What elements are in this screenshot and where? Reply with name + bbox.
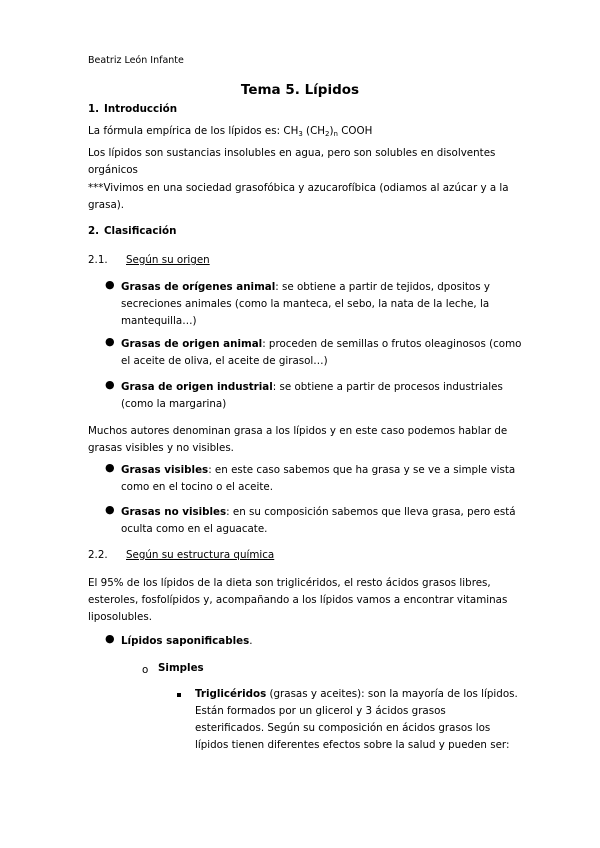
visible-item-2-line-1: Grasas no visibles: en su composición sabemos que lleva grasa, pero está bbox=[121, 506, 516, 518]
subsection-2-1-heading bbox=[88, 252, 210, 269]
circle-bullet-icon: o bbox=[142, 664, 149, 676]
intro-paragraph-line-2: orgánicos bbox=[88, 164, 138, 176]
page-title: Tema 5. Lípidos bbox=[240, 82, 360, 98]
triglycerides-line-4: lípidos tienen diferentes efectos sobre la salud y pueden ser: bbox=[195, 739, 510, 751]
simple-lipids-item: Simples bbox=[158, 662, 204, 674]
section-1-heading bbox=[88, 101, 177, 118]
triglycerides-line-3: esterificados. Según su composición en ácidos grasos los bbox=[195, 722, 491, 734]
formula-line: La fórmula empírica de los lípidos es: $CH_3$ $(CH_2)_n$ COOH bbox=[88, 125, 373, 138]
visible-item-2-line-2: oculta como en el aguacate. bbox=[121, 523, 268, 535]
origin-item-1-line-1: Grasas de orígenes animal: se obtiene a partir de tejidos, dpositos y bbox=[121, 281, 490, 293]
structure-paragraph-line-1: El 95% de los lípidos de la dieta son triglicéridos, el resto ácidos grasos libres, bbox=[88, 577, 491, 589]
bullet-dot-icon: ● bbox=[105, 278, 115, 291]
bullet-dot-icon: ● bbox=[105, 632, 115, 645]
bullet-dot-icon: ● bbox=[105, 503, 115, 516]
origin-item-2-line-1: Grasas de origen animal: proceden de semillas o frutos oleaginosos (como bbox=[121, 338, 522, 350]
author-name: Beatriz León Infante bbox=[88, 55, 184, 66]
origin-item-1-line-2: secreciones animales (como la manteca, el sebo, la nata de la leche, la bbox=[121, 298, 490, 310]
section-2-number: 2. bbox=[88, 225, 100, 237]
subsection-2-1-title: Según su origen bbox=[126, 254, 210, 266]
saponifiable-item: Lípidos saponificables. bbox=[121, 635, 253, 647]
triglycerides-line-2: Están formados por un glicerol y 3 ácidos grasos bbox=[195, 705, 446, 717]
subsection-2-2-heading bbox=[88, 547, 274, 564]
origin-item-3-line-2: (como la margarina) bbox=[121, 398, 227, 410]
section-1-number: 1. bbox=[88, 103, 100, 115]
subsection-2-2-title: Según su estructura química bbox=[126, 549, 275, 561]
square-bullet-icon bbox=[177, 693, 181, 697]
visible-item-1-line-2: como en el tocino o el aceite. bbox=[121, 481, 273, 493]
origin-item-1-line-3: mantequilla…) bbox=[121, 315, 197, 327]
note-paragraph-line-2: grasa). bbox=[88, 199, 125, 211]
triglycerides-line-1: Triglicéridos (grasas y aceites): son la mayoría de los lípidos. bbox=[195, 688, 518, 700]
section-2-title: Clasificación bbox=[104, 225, 177, 237]
bullet-dot-icon: ● bbox=[105, 378, 115, 391]
bullet-dot-icon: ● bbox=[105, 461, 115, 474]
intro-paragraph-line-1: Los lípidos son sustancias insolubles en agua, pero son solubles en disolventes bbox=[88, 147, 496, 159]
section-2-heading bbox=[88, 223, 176, 240]
structure-paragraph-line-2: esteroles, fosfolípidos y, acompañando a los lípidos vamos a encontrar vitaminas bbox=[88, 594, 508, 606]
origin-item-3-line-1: Grasa de origen industrial: se obtiene a partir de procesos industriales bbox=[121, 381, 503, 393]
visible-paragraph-line-2: grasas visibles y no visibles. bbox=[88, 442, 234, 454]
origin-item-2-line-2: el aceite de oliva, el aceite de girasol…) bbox=[121, 355, 328, 367]
subsection-2-2-number: 2.2. bbox=[88, 549, 108, 561]
subsection-2-1-number: 2.1. bbox=[88, 254, 108, 266]
visible-paragraph-line-1: Muchos autores denominan grasa a los lípidos y en este caso podemos hablar de bbox=[88, 425, 508, 437]
visible-item-1-line-1: Grasas visibles: en este caso sabemos que ha grasa y se ve a simple vista bbox=[121, 464, 516, 476]
section-1-title: Introducción bbox=[104, 103, 178, 115]
structure-paragraph-line-3: liposolubles. bbox=[88, 611, 152, 623]
note-paragraph-line-1: ***Vivimos en una sociedad grasofóbica y azucarofíbica (odiamos al azúcar y a la bbox=[88, 182, 509, 194]
bullet-dot-icon: ● bbox=[105, 335, 115, 348]
